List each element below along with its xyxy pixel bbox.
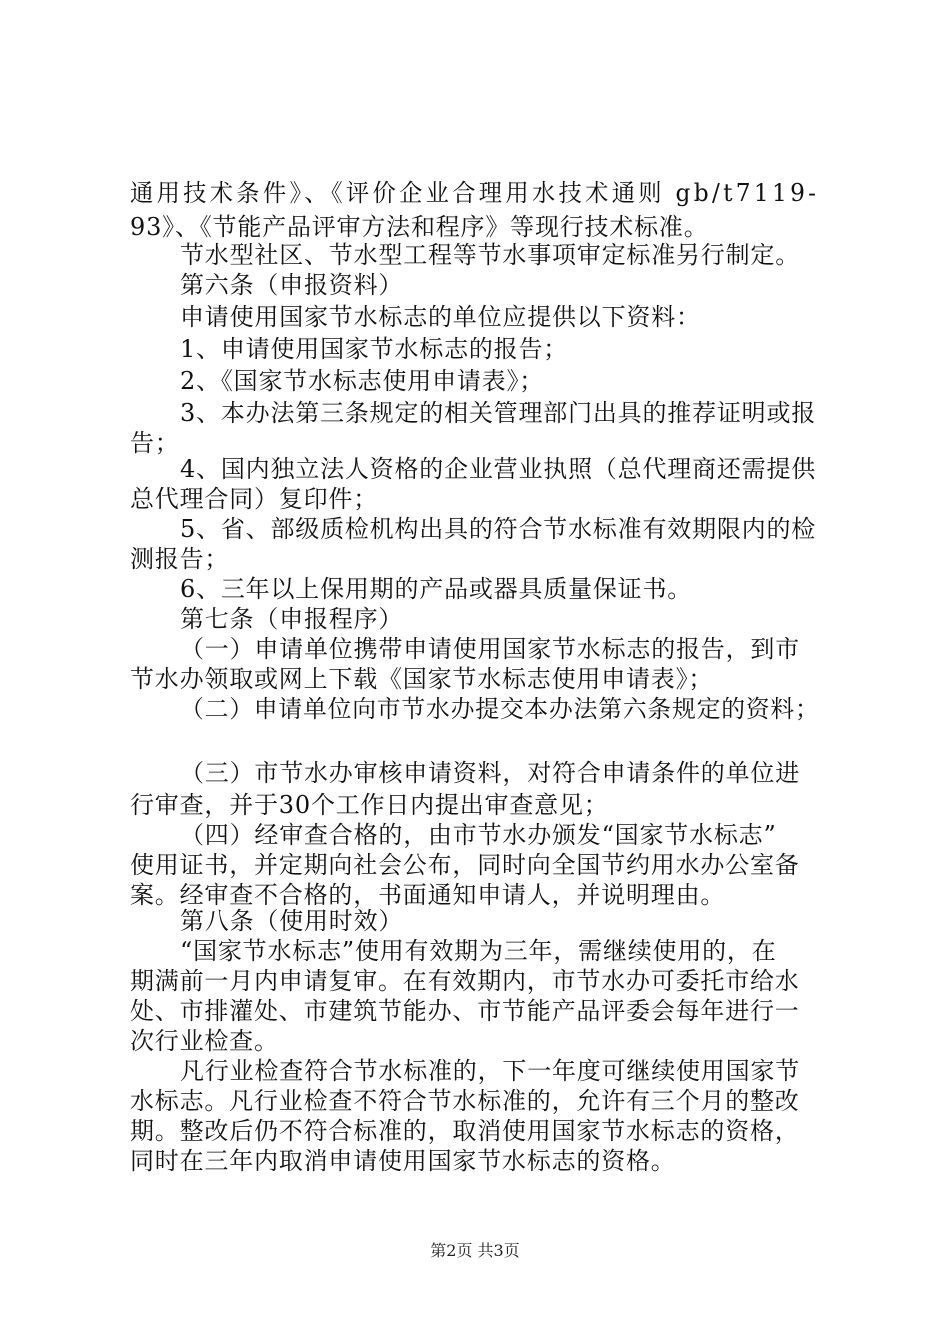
list-item: 3、本办法第三条规定的相关管理部门出具的推荐证明或报 xyxy=(180,399,817,427)
text-line: 期。整改后仍不符合标准的，取消使用国家节水标志的资格， xyxy=(130,1117,800,1145)
page-footer xyxy=(0,1240,950,1262)
text-line: 通用技术条件》、《评价企业合理用水技术通则 gb/t7119- xyxy=(130,179,820,207)
text-line: 凡行业检查符合节水标准的，下一年度可继续使用国家节 xyxy=(180,1057,800,1085)
list-item: 6、三年以上保用期的产品或器具质量保证书。 xyxy=(180,575,693,603)
list-item: 1、申请使用国家节水标志的报告； xyxy=(180,335,569,363)
text-line: 测报告； xyxy=(130,545,230,573)
section-heading: 第八条（使用时效） xyxy=(180,907,404,935)
text-line: 93》、《节能产品评审方法和程序》等现行技术标准。 xyxy=(130,213,709,241)
text-line: 节水办领取或网上下载《国家节水标志使用申请表》； xyxy=(130,665,714,693)
text-line: 总代理合同）复印件； xyxy=(130,485,378,513)
text-line: “国家节水标志”使用有效期为三年，需继续使用的，在 xyxy=(180,937,777,965)
text-line: （二）申请单位向市节水办提交本办法第六条规定的资料； xyxy=(180,695,820,723)
text-line: （一）申请单位携带申请使用国家节水标志的报告，到市 xyxy=(180,635,800,663)
text-line: 申请使用国家节水标志的单位应提供以下资料： xyxy=(180,303,701,331)
text-line: 告； xyxy=(130,429,180,457)
text-line: 节水型社区、节水型工程等节水事项审定标准另行制定。 xyxy=(180,241,800,269)
text-line: 水标志。凡行业检查不符合节水标准的，允许有三个月的整改 xyxy=(130,1087,800,1115)
text-line: 处、市排灌处、市建筑节能办、市节能产品评委会每年进行一 xyxy=(130,997,800,1025)
text-line: 案。经审查不合格的，书面通知申请人，并说明理由。 xyxy=(130,881,726,909)
text-line: 期满前一月内申请复审。在有效期内，市节水办可委托市给水 xyxy=(130,967,800,995)
text-line: 次行业检查。 xyxy=(130,1027,279,1055)
section-heading: 第六条（申报资料） xyxy=(180,271,404,299)
text-line: （三）市节水办审核申请资料，对符合申请条件的单位进 xyxy=(180,759,800,787)
text-line: 同时在三年内取消申请使用国家节水标志的资格。 xyxy=(130,1147,676,1175)
page-number: 第2页 共3页 xyxy=(430,1241,520,1260)
list-item: 4、国内独立法人资格的企业营业执照（总代理商还需提供 xyxy=(180,455,817,483)
text-line: 使用证书，并定期向社会公布，同时向全国节约用水办公室备 xyxy=(130,851,800,879)
list-item: 5、省、部级质检机构出具的符合节水标准有效期限内的检 xyxy=(180,515,817,543)
text-line: （四）经审查合格的，由市节水办颁发“国家节水标志” xyxy=(180,821,777,849)
section-heading: 第七条（申报程序） xyxy=(180,605,404,633)
text-line: 行审查，并于30个工作日内提出审查意见； xyxy=(130,791,609,819)
list-item: 2、《国家节水标志使用申请表》； xyxy=(180,367,545,395)
